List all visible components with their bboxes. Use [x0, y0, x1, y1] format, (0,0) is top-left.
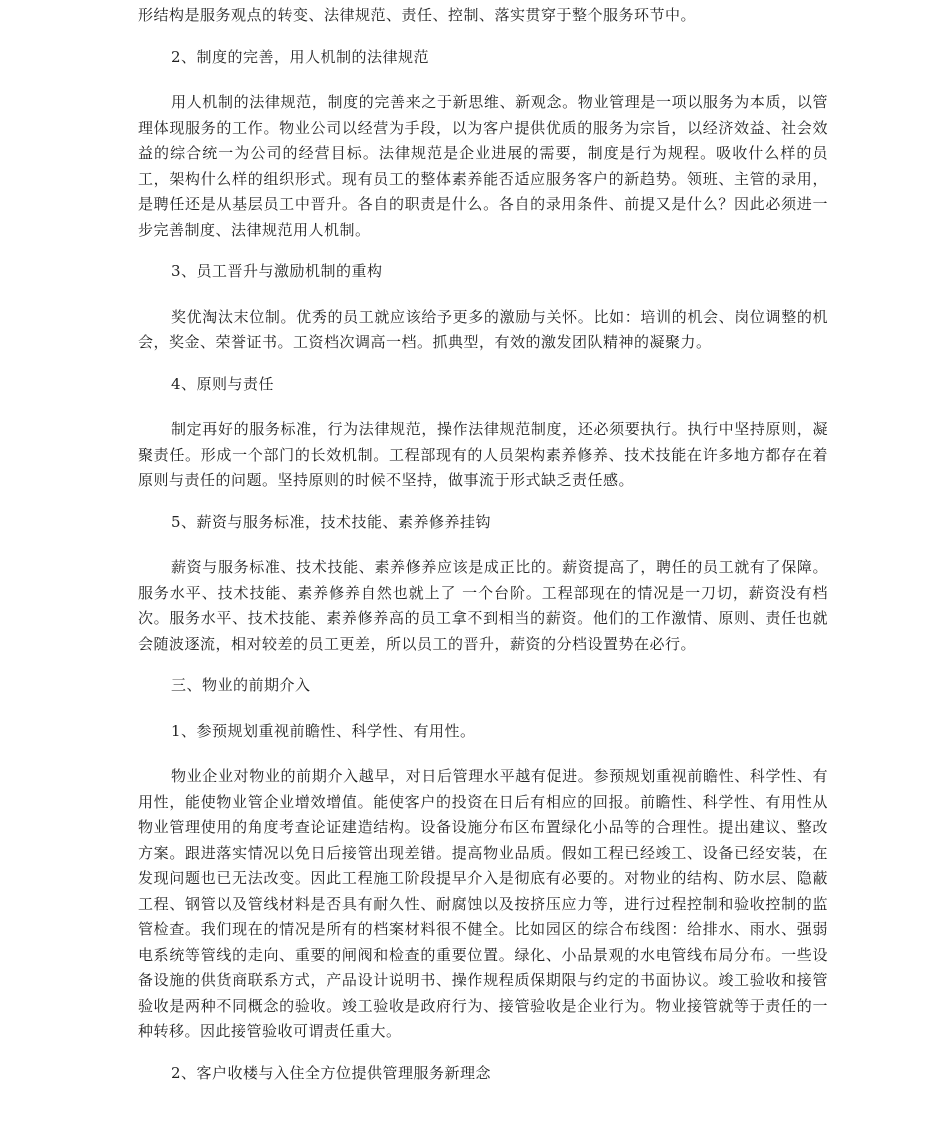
heading-planning-participation: 1、参预规划重视前瞻性、科学性、有用性。 [171, 721, 476, 740]
paragraph-early-intervention: 物业企业对物业的前期介入越早，对日后管理水平越有促进。参预规划重视前瞻性、科学性、有用性，能使物业管企业增效增值。能使客户的投资在日后有相应的回报。前瞻性、科学性、有用性从物业管理使用的角度考查论证建造结构。设备设施分布区布置绿化小品等的合理性。提出建议、整改方案。跟进落实情况以免日后接管出现差错。提高物业品质。假如工程已经竣工、设备已经安装，在发现问题也已无法改变。因此工程施工阶段提早介入是彻底有必要的。对物业的结构、防水层、隐蔽工程、钢管以及管线材料是否具有耐久性、耐腐蚀以及按挤压应力等，进行过程控制和验收控制的监管检查。我们现在的情况是所有的档案材料很不健全。比如园区的综合布线图：给排水、雨水、强弱电系统等管线的走向、重要的闸阀和检查的重要位置。绿化、小品景观的水电管线布局分布。一些设备设施的供货商联系方式，产品设计说明书、操作规程质保期限与约定的书面协议。竣工验收和接管验收是两种不同概念的验收。竣工验收是政府行为、接管验收是企业行为。物业接管就等于责任的一种转移。因此接管验收可谓责任重大。 [138, 767, 828, 1040]
heading-promotion-incentive: 3、员工晋升与激励机制的重构 [171, 262, 383, 280]
paragraph-salary-proportional: 薪资与服务标准、技术技能、素养修养应该是成正比的。薪资提高了，聘任的员工就有了保障。服务水平、技术技能、素养修养自然也就上了 一个台阶。工程部现在的情况是一刀切，薪资没有档次。服务水平、技术技能、素养修养高的员工拿不到相当的薪资。他们的工作激情、原则、责任也就会随波逐流，相对较差的员工更差，所以员工的晋升，薪资的分档设置势在必行。 [138, 558, 828, 653]
paragraph-reward-elimination: 奖优淘汰末位制。优秀的员工就应该给予更多的激励与关怀。比如：培训的机会、岗位调整的机会，奖金、荣誉证书。工资档次调高一档。抓典型，有效的激发团队精神的凝聚力。 [138, 307, 828, 351]
paragraph-employment-mechanism: 用人机制的法律规范，制度的完善来之于新思维、新观念。物业管理是一项以服务为本质，以管理体现服务的工作。物业公司以经营为手段，以为客户提供优质的服务为宗旨，以经济效益、社会效益的综合统一为公司的经营目标。法律规范是企业进展的需要，制度是行为规程。吸收什么样的员工，架构什么样的组织形式。现有员工的整体素养能否适应服务客户的新趋势。领班、主管的录用，是聘任还是从基层员工中晋升。各自的职责是什么。各自的录用条件、前提又是什么？因此必须进一步完善制度、法律规范用人机制。 [138, 93, 828, 239]
heading-institution-improvement: 2、制度的完善，用人机制的法律规范 [171, 47, 430, 66]
heading-salary-linkage: 5、薪资与服务标准，技术技能、素养修养挂钩 [171, 512, 492, 531]
document-body [138, 3, 828, 1086]
heading-principle-responsibility: 4、原则与责任 [171, 374, 275, 393]
section-title-early-intervention: 三、物业的前期介入 [171, 676, 311, 694]
paragraph-service-standards: 制定再好的服务标准，行为法律规范，操作法律规范制度，还必须要执行。执行中坚持原则，凝聚责任。形成一个部门的长效机制。工程部现有的人员架构素养修养、技术技能在许多地方都存在着原则与责任的问题。坚持原则的时候不坚持，做事流于形式缺乏责任感。 [138, 420, 828, 489]
lead-paragraph: 形结构是服务观点的转变、法律规范、责任、控制、落实贯穿于整个服务环节中。 [138, 6, 697, 24]
heading-customer-move-in: 2、客户收楼与入住全方位提供管理服务新理念 [171, 1063, 492, 1082]
